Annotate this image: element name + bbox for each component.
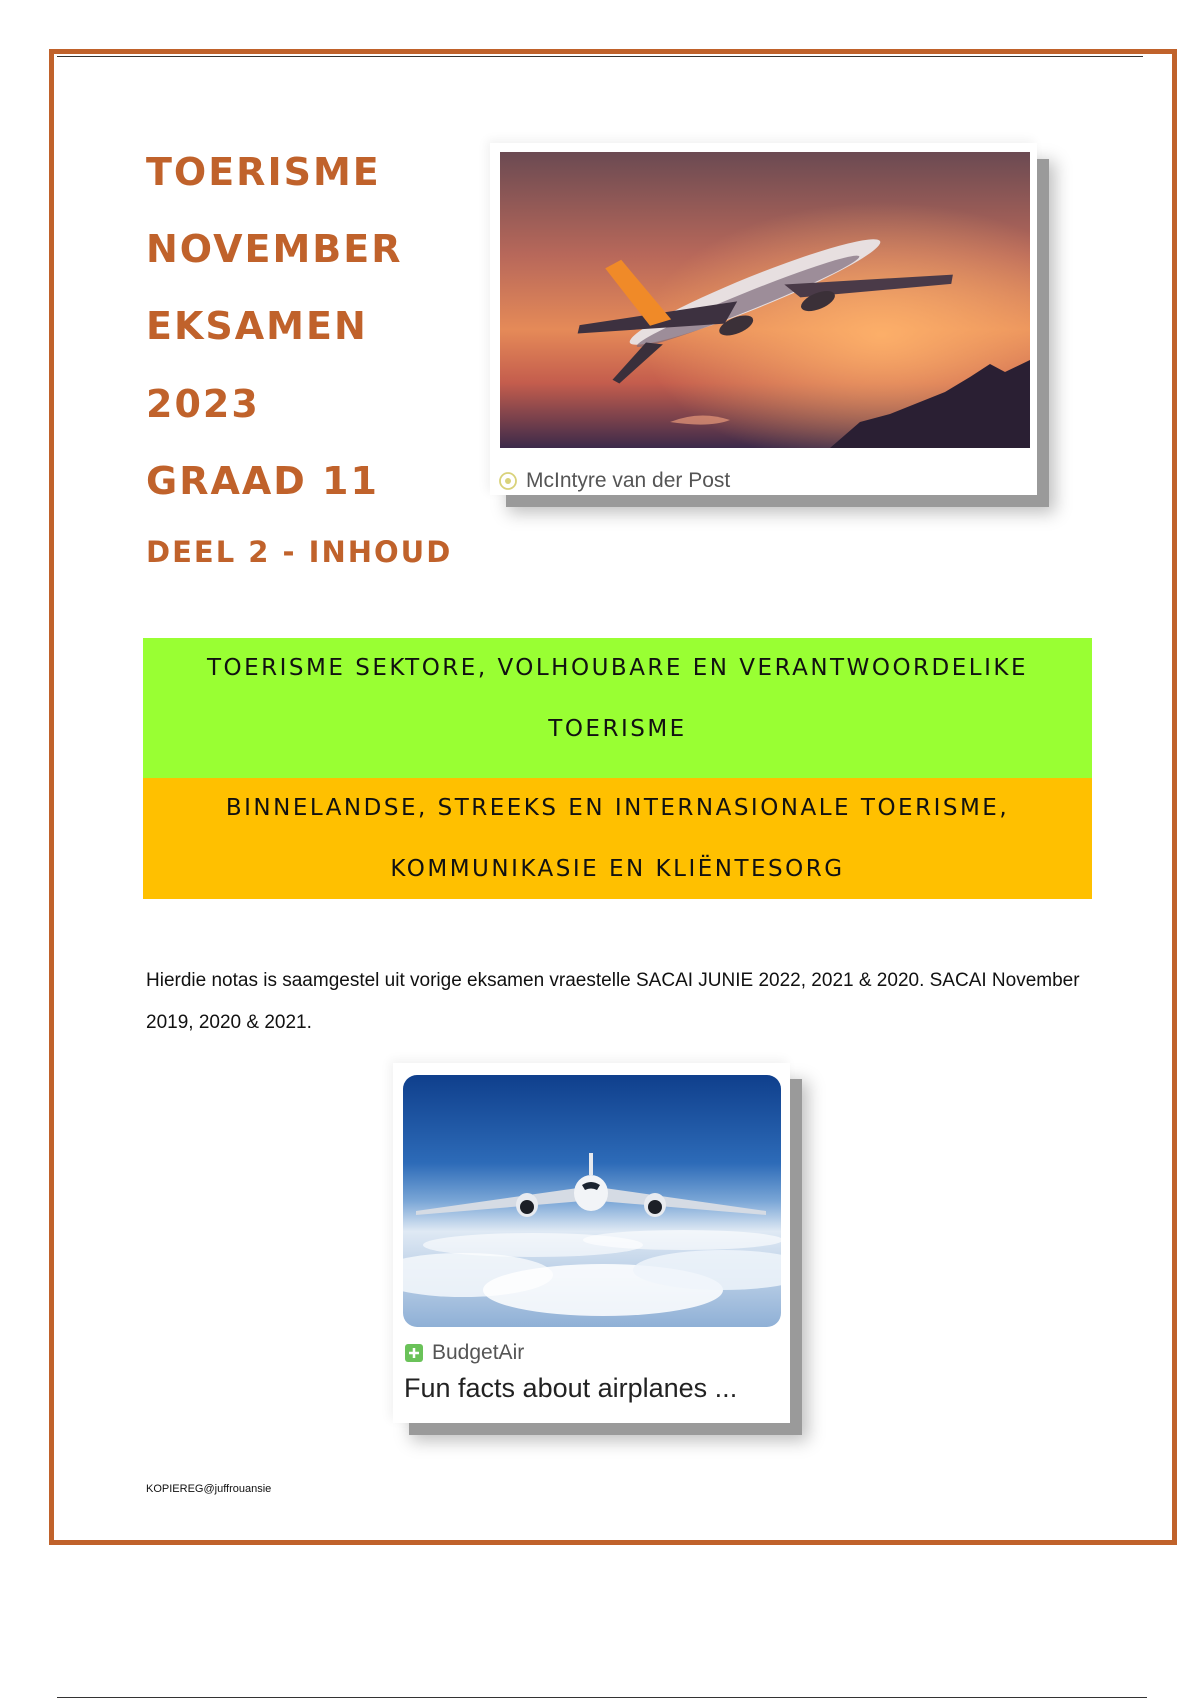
sunset-plane-image xyxy=(500,152,1030,448)
copyright-notice: KOPIEREG@juffrouansie xyxy=(146,1483,272,1495)
title-year: 2023 xyxy=(146,382,260,426)
title-grade: GRAAD 11 xyxy=(146,459,379,503)
title-part: DEEL 2 - INHOUD xyxy=(146,535,453,569)
cloud-plane-image xyxy=(403,1075,781,1327)
image1-credit-text: McIntyre van der Post xyxy=(526,469,731,492)
image2-source-text: BudgetAir xyxy=(432,1341,525,1364)
topic-orange-line1: BINNELANDSE, STREEKS EN INTERNASIONALE TOERISME, xyxy=(225,795,1010,821)
topic-band-orange xyxy=(143,778,1092,899)
sunset-plane-illustration xyxy=(500,152,1030,448)
header-rule xyxy=(57,56,1143,57)
title-subject: TOERISME xyxy=(146,150,381,194)
title-exam: EKSAMEN xyxy=(146,304,368,348)
topic-band-green xyxy=(143,638,1092,778)
footer-rule xyxy=(57,1697,1147,1698)
image2-caption[interactable]: Fun facts about airplanes ... xyxy=(404,1373,738,1403)
topic-green-line1: TOERISME SEKTORE, VOLHOUBARE EN VERANTWOORDELIKE xyxy=(206,655,1028,681)
cloud-plane-illustration xyxy=(403,1075,781,1327)
image1-credit[interactable] xyxy=(498,469,730,493)
topic-orange-line2: KOMMUNIKASIE EN KLIËNTESORG xyxy=(390,856,845,882)
cloud-plane-card[interactable] xyxy=(393,1063,790,1423)
topic-green-line2: TOERISME xyxy=(548,716,687,742)
image2-source[interactable] xyxy=(404,1341,524,1365)
source-icon xyxy=(404,1343,424,1363)
title-month: NOVEMBER xyxy=(146,227,403,271)
sunset-plane-card xyxy=(490,143,1037,495)
source-icon xyxy=(498,471,518,491)
notes-source-text: Hierdie notas is saamgestel uit vorige eksamen vraestelle SACAI JUNIE 2022, 2021 & 2020. SACAI November 2019, 2020 & 2021. xyxy=(146,970,1080,1033)
